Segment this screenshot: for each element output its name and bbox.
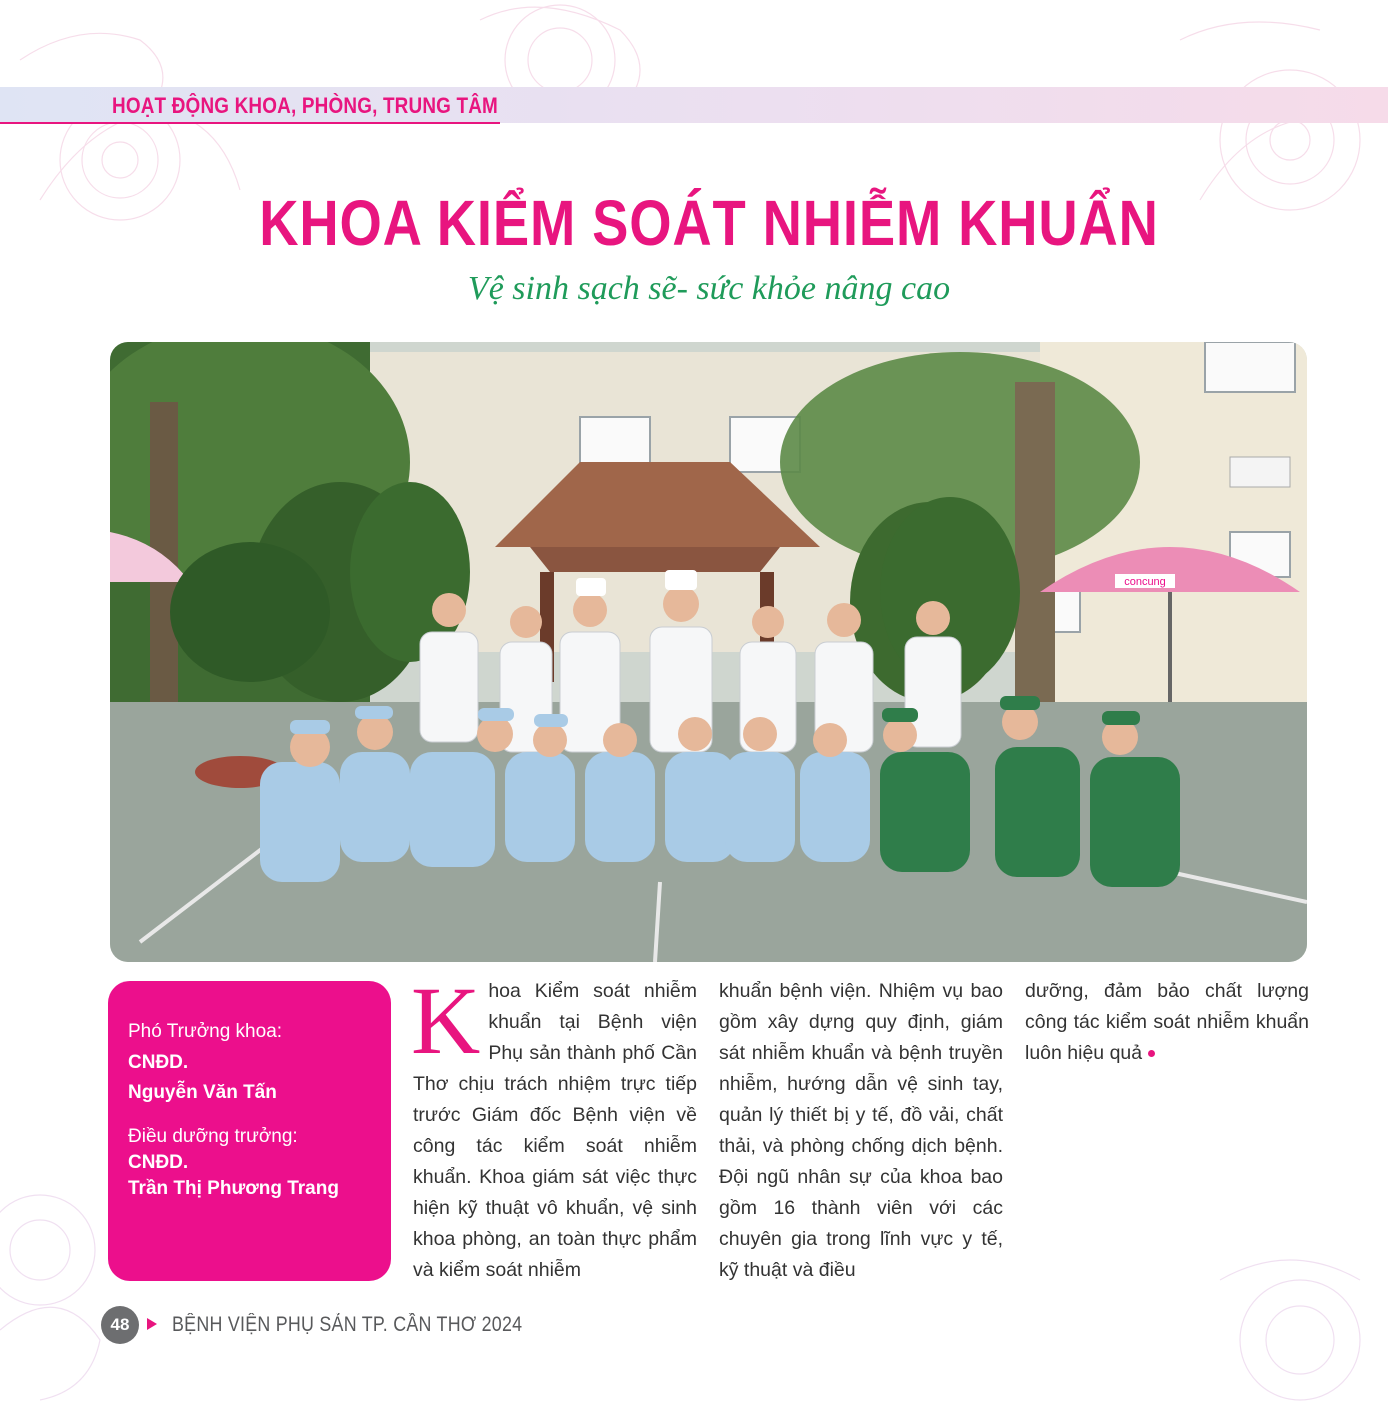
head-nurse-name: Trần Thị Phương Trang: [128, 1178, 339, 1199]
deputy-head-title: CNĐD.: [128, 1052, 189, 1073]
article-text-2: khuẩn bệnh viện. Nhiệm vụ bao gồm xây dựng quy định, giám sát nhiễm khuẩn và bệnh truyền nhiễm, hướng dẫn vệ sinh tay, quản lý thiết bị y tế, đồ vải, chất thải, và phòng chống dịch bệnh. Đội ngũ nhân sự của khoa bao gồm 16 thành viên với các chuyên gia trong lĩnh vực y tế, kỹ thuật và điều: [719, 980, 1003, 1281]
article-text-3: dưỡng, đảm bảo chất lượng công tác kiểm soát nhiễm khuẩn luôn hiệu quả: [1025, 980, 1309, 1064]
article-title: KHOA KIỂM SOÁT NHIỄM KHUẨN: [259, 187, 1159, 259]
drop-cap: K: [411, 967, 481, 1074]
group-photo-illustration: [110, 342, 1307, 962]
publication-title: BỆNH VIỆN PHỤ SẢN TP. CẦN THƠ 2024: [172, 1313, 523, 1336]
deputy-head-label: Phó Trưởng khoa:: [128, 1021, 283, 1042]
article-column-1: [411, 967, 697, 1286]
group-photo: [110, 342, 1307, 962]
triangle-arrow-icon: [147, 1318, 157, 1330]
section-label: HOẠT ĐỘNG KHOA, PHÒNG, TRUNG TÂM: [112, 93, 498, 118]
article-text-1: hoa Kiểm soát nhiễm khuẩn tại Bệnh viện Phụ sản thành phố Cần Thơ chịu trách nhiệm trực tiếp trước Giám đốc Bệnh viện về công tác kiểm soát nhiễm khuẩn. Khoa giám sát việc thực hiện kỹ thuật vô khuẩn, vệ sinh khoa phòng, an toàn thực phẩm và kiểm soát nhiễm: [413, 980, 697, 1281]
deputy-head-name: Nguyễn Văn Tấn: [128, 1082, 277, 1103]
end-mark-icon: [1148, 1050, 1155, 1057]
umbrella-brand-text: concung: [1124, 576, 1166, 588]
article-subtitle: Vệ sinh sạch sẽ- sức khỏe nâng cao: [467, 270, 951, 307]
section-underline: [0, 122, 500, 124]
article-column-3: [1025, 976, 1309, 1069]
page-number: 48: [101, 1306, 139, 1344]
article-column-2: [719, 976, 1003, 1286]
staff-info-box: [108, 981, 391, 1281]
head-nurse-label: Điều dưỡng trưởng:: [128, 1126, 298, 1147]
head-nurse-title: CNĐD.: [128, 1152, 189, 1173]
